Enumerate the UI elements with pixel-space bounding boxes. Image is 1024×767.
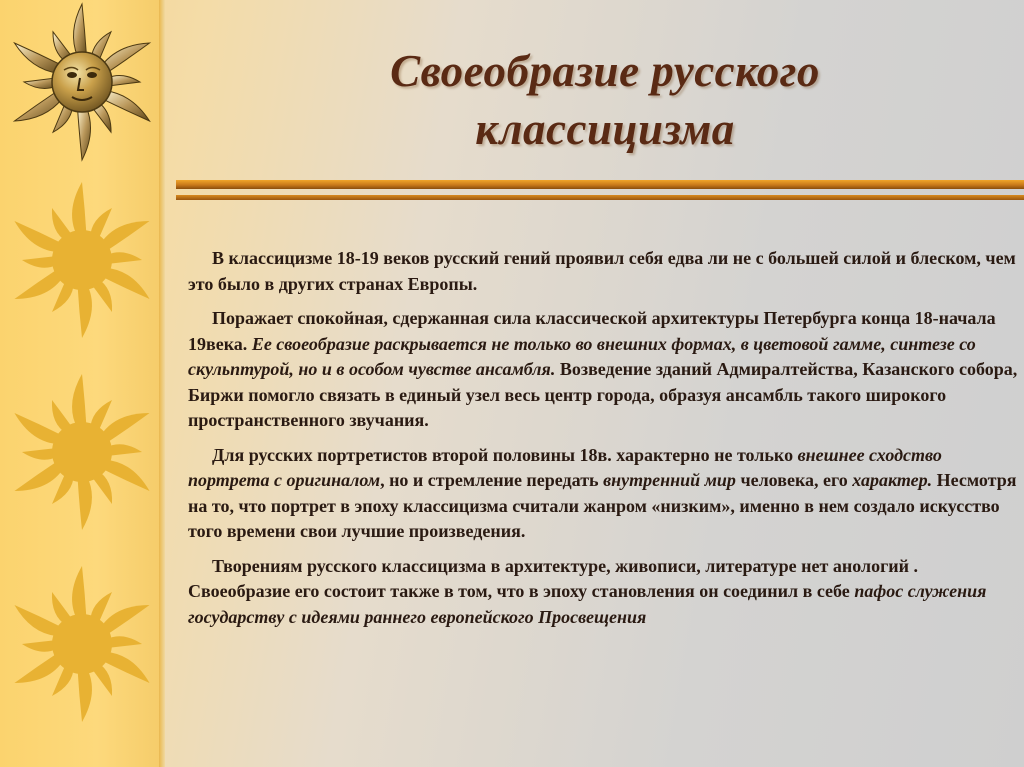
title-line-2: классицизма — [475, 104, 735, 154]
sun-icon — [2, 372, 162, 532]
sun-ray — [72, 182, 87, 236]
sun-ray — [77, 476, 92, 530]
italic-text-segment: пафос служения государству с идеями раннего европейского Просвещения — [188, 581, 987, 627]
italic-text-segment: внешнее сходство портрета с оригиналом — [188, 444, 942, 490]
text-segment: Для русских портретистов второй половины 18в. характерно не только — [212, 444, 798, 465]
body-text — [188, 246, 1018, 639]
text-segment: Возведение зданий Адмиралтейства, Казанского собора, Биржи помогло связать в единый узел весь центр города, образуя ансамбль такого широкого пространственного звучания. — [188, 359, 1018, 430]
text-segment: Поражает спокойная, сдержанная сила классической архитектуры Петербурга конца 18-начала 19века. — [188, 308, 996, 354]
gold-sun-face-icon — [2, 2, 162, 162]
divider-band-top — [176, 180, 1024, 189]
sun-ray — [77, 108, 90, 160]
text-segment: В классицизме 18-19 веков русский гений проявил себя едва ли не с большей силой и блеском, чем это было в других странах Европы. — [188, 248, 1016, 294]
text-segment: Творениям русского классицизма в архитектуре, живописи, литературе нет анологий . Своеобразие его состоит также в том, что в эпоху становления он соединил в себе — [188, 555, 919, 601]
italic-text-segment: характер. — [852, 470, 933, 490]
sun-ray — [77, 284, 92, 338]
italic-text-segment: внутренний мир — [603, 470, 736, 490]
divider-band-bottom — [176, 195, 1024, 200]
text-segment: Несмотря на то, что портрет в эпоху классицизма считали жанром «низким», именно в нем создало искусство того времени свои лучшие произведения. — [188, 470, 1017, 541]
title-divider — [176, 180, 1024, 202]
sun-ray — [73, 4, 86, 56]
sun-ray — [72, 374, 87, 428]
sun-disc — [52, 422, 112, 482]
body-paragraph — [188, 443, 1018, 545]
sun-icon — [2, 564, 162, 724]
sun-disc — [52, 230, 112, 290]
text-segment: , но и стремление передать — [380, 470, 604, 490]
text-segment: человека, его — [735, 470, 853, 490]
sun-disc — [52, 614, 112, 674]
body-paragraph — [188, 246, 1018, 297]
italic-text-segment: Ее своеобразие раскрывается не только во внешних формах, в цветовой гамме, синтезе со скульптурой, но и в особом чувстве ансамбля. — [188, 333, 976, 379]
sun-ray — [72, 566, 87, 620]
sun-ray — [77, 668, 92, 722]
slide-title — [240, 42, 970, 158]
body-paragraph — [188, 306, 1018, 434]
body-paragraph — [188, 554, 1018, 631]
sun-icon — [2, 180, 162, 340]
title-line-1: Своеобразие русского — [390, 46, 820, 96]
